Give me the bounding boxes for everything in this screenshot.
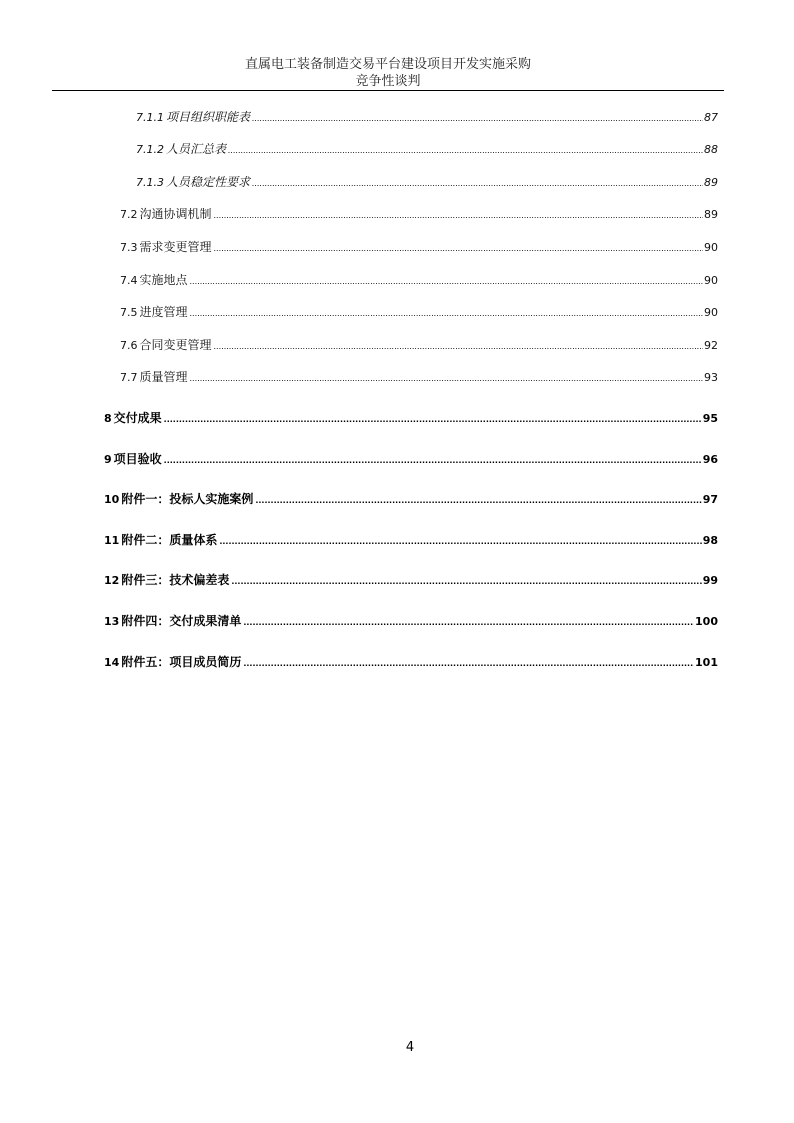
toc-number: 10 xyxy=(104,493,120,506)
toc-number: 7.3 xyxy=(120,241,138,254)
toc-number: 14 xyxy=(104,656,120,669)
toc-title: 沟通协调机制 xyxy=(139,207,212,221)
toc-page: 96 xyxy=(702,453,718,466)
toc-page: 100 xyxy=(695,615,718,628)
toc-leader xyxy=(219,534,701,550)
toc-page: 90 xyxy=(704,274,718,287)
toc-page: 93 xyxy=(704,371,718,384)
toc-title: 附件五：项目成员简历 xyxy=(121,655,242,669)
toc-title: 质量管理 xyxy=(139,370,188,384)
toc-entry-7-4[interactable] xyxy=(120,272,718,290)
toc-page: 101 xyxy=(695,656,718,669)
toc-number: 12 xyxy=(104,574,120,587)
toc-leader xyxy=(214,208,703,224)
toc-entry-12[interactable] xyxy=(104,572,718,590)
toc-title: 项目验收 xyxy=(113,452,162,466)
toc-title: 进度管理 xyxy=(139,305,188,319)
toc-page: 97 xyxy=(702,493,718,506)
toc-page: 87 xyxy=(704,111,718,124)
toc-entry-7-7[interactable] xyxy=(120,369,718,387)
toc-title: 交付成果 xyxy=(113,411,162,425)
toc-title: 项目组织职能表 xyxy=(166,110,251,124)
toc-title: 合同变更管理 xyxy=(139,338,212,352)
toc-page: 90 xyxy=(704,241,718,254)
toc-number: 9 xyxy=(104,453,112,466)
toc-title: 附件二：质量体系 xyxy=(121,533,218,547)
toc-title: 需求变更管理 xyxy=(139,240,212,254)
toc-number: 7.1.3 xyxy=(136,176,164,189)
page-number: 4 xyxy=(405,1040,415,1055)
toc-entry-7-2[interactable] xyxy=(120,206,718,224)
header-title: 直属电工装备制造交易平台建设项目开发实施采购 xyxy=(244,57,531,72)
toc-number: 7.1.1 xyxy=(136,111,164,124)
header-subtitle: 竞争性谈判 xyxy=(355,74,421,89)
toc-page: 98 xyxy=(702,534,718,547)
toc-number: 7.7 xyxy=(120,371,138,384)
toc-number: 8 xyxy=(104,412,112,425)
toc-number: 11 xyxy=(104,534,120,547)
page-header xyxy=(52,56,724,90)
toc-title: 人员稳定性要求 xyxy=(166,175,251,189)
toc-leader xyxy=(190,274,703,290)
toc-page: 90 xyxy=(704,306,718,319)
toc-entry-14[interactable] xyxy=(104,654,718,672)
toc-entry-11[interactable] xyxy=(104,532,718,550)
toc-entry-7-3[interactable] xyxy=(120,239,718,257)
toc-number: 7.6 xyxy=(120,339,138,352)
toc-leader xyxy=(243,656,694,672)
toc-entry-9[interactable] xyxy=(104,451,718,469)
header-rule xyxy=(52,90,724,91)
toc-number: 7.4 xyxy=(120,274,138,287)
toc-entry-10[interactable] xyxy=(104,491,718,509)
toc-number: 7.1.2 xyxy=(136,143,164,156)
toc-leader xyxy=(228,143,703,159)
toc-title: 附件一：投标人实施案例 xyxy=(121,492,254,506)
toc-entry-8[interactable] xyxy=(104,410,718,428)
toc-leader xyxy=(214,339,703,355)
toc-leader xyxy=(252,111,703,127)
toc-entry-7-1-3[interactable] xyxy=(136,174,718,192)
toc-title: 附件三：技术偏差表 xyxy=(121,573,230,587)
toc-page: 89 xyxy=(704,208,718,221)
toc-title: 实施地点 xyxy=(139,273,188,287)
toc-page: 95 xyxy=(702,412,718,425)
toc-leader xyxy=(164,453,702,469)
toc-leader xyxy=(255,493,701,509)
toc-leader xyxy=(190,306,703,322)
toc-leader xyxy=(190,371,703,387)
toc-leader xyxy=(164,412,702,428)
toc-entry-7-6[interactable] xyxy=(120,337,718,355)
toc-page: 99 xyxy=(702,574,718,587)
toc-entry-13[interactable] xyxy=(104,613,718,631)
toc-leader xyxy=(214,241,703,257)
toc-page: 88 xyxy=(704,143,718,156)
toc-entry-7-1-1[interactable] xyxy=(136,109,718,127)
toc-title: 附件四：交付成果清单 xyxy=(121,614,242,628)
toc-entry-7-1-2[interactable] xyxy=(136,141,718,159)
toc-page: 92 xyxy=(704,339,718,352)
toc-entry-7-5[interactable] xyxy=(120,304,718,322)
toc-page: 89 xyxy=(704,176,718,189)
toc-title: 人员汇总表 xyxy=(166,142,227,156)
toc-number: 7.5 xyxy=(120,306,138,319)
toc-leader xyxy=(243,615,694,631)
toc-leader xyxy=(231,574,701,590)
toc-number: 7.2 xyxy=(120,208,138,221)
toc-number: 13 xyxy=(104,615,120,628)
toc-leader xyxy=(252,176,703,192)
